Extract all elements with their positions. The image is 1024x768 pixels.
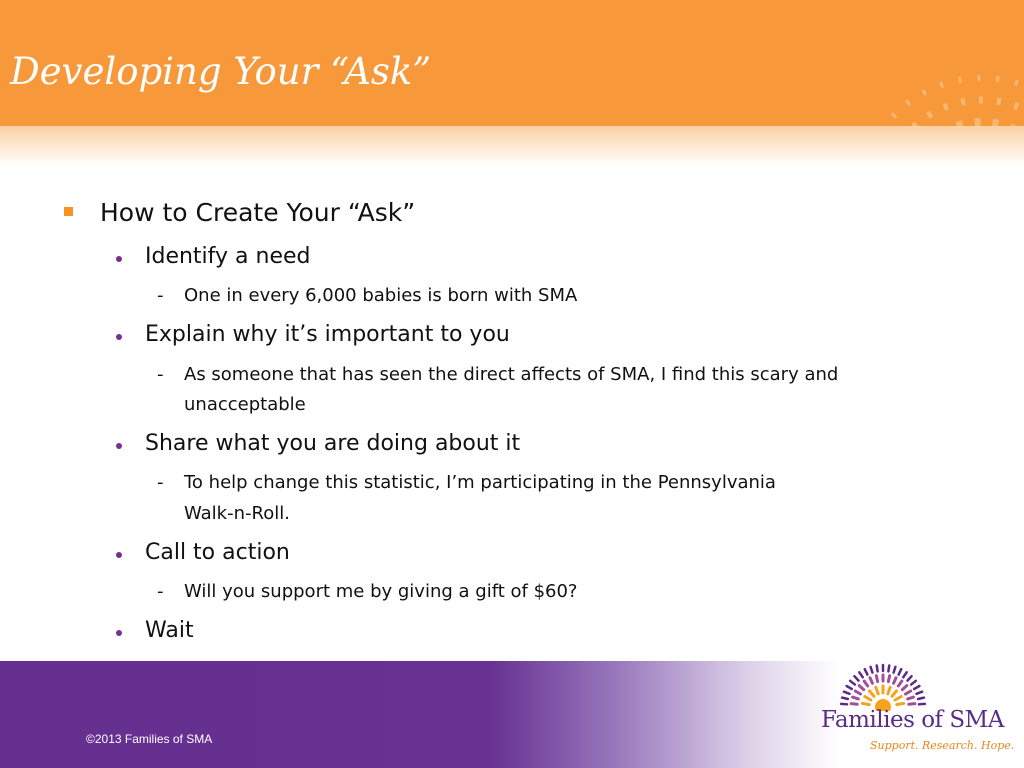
- dash-bullet-icon: -: [157, 581, 164, 602]
- copyright-text: ©2013 Families of SMA: [86, 732, 213, 746]
- logo-ray: [892, 691, 896, 696]
- logo-ray: [894, 678, 896, 683]
- logo-ray: [853, 697, 859, 699]
- logo-ray: [888, 665, 889, 671]
- families-of-sma-logo: [815, 663, 1015, 763]
- slide-title: Developing Your “Ask”: [10, 50, 432, 93]
- slide-header: [0, 0, 1024, 126]
- bullet-identify-detail: One in every 6,000 babies is born with SMA: [184, 285, 578, 306]
- logo-ray: [870, 678, 872, 683]
- logo-ray: [864, 681, 868, 686]
- bullet-share: Share what you are doing about it: [145, 431, 521, 456]
- logo-ray: [876, 687, 878, 694]
- logo-ray: [865, 697, 871, 701]
- logo-ray: [908, 697, 914, 699]
- logo-ray: [847, 686, 852, 689]
- logo-ray: [895, 697, 901, 701]
- bullet-share-detail-line2: Walk-n-Roll.: [184, 503, 290, 524]
- logo-ray: [897, 703, 904, 704]
- logo-ray: [865, 669, 868, 674]
- logo-tagline: Support. Research. Hope.: [870, 739, 1015, 752]
- bullet-share-detail-line1: To help change this statistic, I’m participating in the Pennsylvania: [184, 472, 776, 493]
- logo-ray: [907, 676, 911, 680]
- logo-ray: [918, 698, 924, 699]
- round-bullet-icon: [116, 334, 122, 340]
- bullet-explain-detail-line1: As someone that has seen the direct affects of SMA, I find this scary and: [184, 364, 839, 385]
- logo-ray: [902, 686, 906, 690]
- bullet-identify: Identify a need: [145, 244, 311, 269]
- logo-ray: [871, 667, 873, 673]
- bullet-call-detail: Will you support me by giving a gift of $60?: [184, 581, 578, 602]
- logo-ray: [850, 681, 855, 685]
- bullet-explain: Explain why it’s important to you: [145, 322, 510, 347]
- logo-name: Families of SMA: [821, 707, 1004, 733]
- logo-sunburst-icon: [815, 663, 1005, 711]
- logo-ray: [894, 667, 896, 673]
- logo-ray: [914, 686, 919, 689]
- sunburst-decoration: [780, 0, 1024, 126]
- logo-ray: [876, 676, 877, 682]
- logo-ray: [898, 681, 902, 686]
- round-bullet-icon: [116, 443, 122, 449]
- logo-ray: [851, 704, 857, 705]
- round-bullet-icon: [116, 256, 122, 262]
- dash-bullet-icon: -: [157, 285, 164, 306]
- round-bullet-icon: [116, 552, 122, 558]
- bullet-wait: Wait: [145, 618, 194, 643]
- round-bullet-icon: [116, 630, 122, 636]
- logo-ray: [909, 704, 915, 705]
- logo-ray: [859, 672, 862, 677]
- logo-ray: [842, 698, 848, 699]
- logo-ray: [888, 676, 889, 682]
- bullet-call-to-action: Call to action: [145, 540, 290, 565]
- logo-ray: [870, 691, 874, 696]
- logo-ray: [862, 703, 869, 704]
- header-fade: [0, 126, 1024, 166]
- logo-ray: [888, 687, 890, 694]
- logo-ray: [844, 692, 850, 694]
- logo-ray: [917, 692, 923, 694]
- bullet-main: How to Create Your “Ask”: [100, 198, 416, 227]
- logo-ray: [877, 665, 878, 671]
- logo-ray: [859, 686, 863, 690]
- logo-ray: [899, 669, 902, 674]
- logo-ray: [911, 681, 916, 685]
- dash-bullet-icon: -: [157, 364, 164, 385]
- logo-ray: [903, 672, 906, 677]
- logo-ray: [854, 676, 858, 680]
- logo-ray: [906, 691, 911, 694]
- dash-bullet-icon: -: [157, 472, 164, 493]
- logo-ray: [855, 691, 860, 694]
- bullet-explain-detail-line2: unacceptable: [184, 394, 306, 415]
- square-bullet-icon: [64, 207, 73, 216]
